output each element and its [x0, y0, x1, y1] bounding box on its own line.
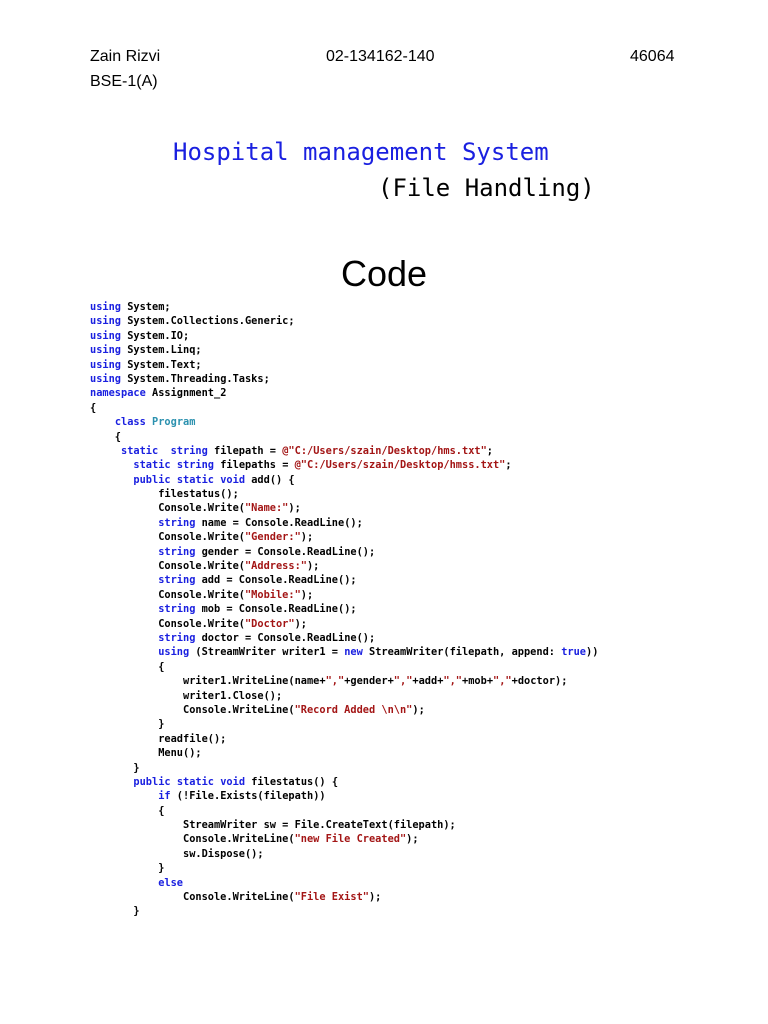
- code-line: [90, 588, 598, 602]
- code-token: +add+: [412, 675, 444, 688]
- code-token: );: [288, 502, 301, 515]
- code-token: readfile();: [90, 732, 227, 745]
- code-line: [90, 314, 598, 328]
- code-line: [90, 545, 598, 559]
- code-token: @"C:/Users/szain/Desktop/hms.txt": [282, 444, 487, 457]
- code-token: string: [158, 516, 196, 529]
- code-token: Console.WriteLine(: [90, 703, 295, 716]
- code-token: "Name:": [244, 502, 289, 515]
- code-line: [90, 761, 598, 775]
- code-token: using: [90, 315, 121, 328]
- code-token: "Address:": [244, 560, 307, 573]
- code-token: System.Threading.Tasks;: [121, 372, 270, 385]
- code-token: string: [158, 545, 196, 558]
- code-line: [90, 890, 598, 904]
- code-token: [90, 877, 158, 889]
- code-token: static: [176, 473, 215, 486]
- code-token: }: [90, 761, 140, 774]
- code-token: [90, 459, 133, 471]
- code-line: [90, 516, 598, 530]
- code-token: gender = Console.ReadLine();: [195, 545, 376, 558]
- code-line: [90, 329, 598, 343]
- code-token: string: [176, 459, 215, 472]
- code-line: [90, 904, 598, 918]
- code-token: );: [412, 703, 425, 716]
- code-line: [90, 703, 598, 717]
- code-token: [90, 416, 115, 428]
- code-line: [90, 559, 598, 573]
- code-line: [90, 573, 598, 587]
- code-token: [90, 474, 133, 486]
- code-token: void: [220, 775, 246, 788]
- code-line: [90, 861, 598, 875]
- code-token: @"C:/Users/szain/Desktop/hmss.txt": [294, 459, 506, 472]
- code-token: (!File.Exists(filepath)): [170, 790, 326, 803]
- code-token: "new File Created": [294, 833, 407, 846]
- code-line: [90, 660, 598, 674]
- author-name: Zain Rizvi: [90, 48, 161, 65]
- code-token: using: [158, 646, 190, 659]
- code-line: [90, 415, 598, 429]
- code-number: 46064: [630, 48, 675, 65]
- code-line: [90, 631, 598, 645]
- code-token: using: [90, 344, 121, 357]
- code-token: "Record Added \n\n": [294, 703, 413, 716]
- code-line: [90, 804, 598, 818]
- code-token: class: [114, 416, 146, 429]
- code-token: }: [90, 862, 165, 875]
- code-token: filepaths =: [214, 459, 295, 472]
- code-token: "File Exist": [294, 891, 369, 904]
- code-line: [90, 732, 598, 746]
- code-line: [90, 832, 598, 846]
- code-token: string: [158, 631, 196, 644]
- code-token: Console.Write(: [90, 617, 245, 630]
- code-token: ;: [486, 444, 493, 457]
- code-line: [90, 847, 598, 861]
- code-token: ;: [505, 459, 512, 472]
- document-title: Hospital management System: [173, 138, 549, 166]
- code-token: "Gender:": [244, 531, 301, 544]
- code-token: doctor = Console.ReadLine();: [195, 631, 376, 644]
- code-token: Program: [152, 416, 196, 429]
- code-line: [90, 602, 598, 616]
- code-token: [158, 445, 170, 457]
- code-token: [90, 632, 158, 644]
- code-token: System.Text;: [121, 358, 202, 371]
- code-line: [90, 458, 598, 472]
- code-line: [90, 401, 598, 415]
- code-line: [90, 775, 598, 789]
- code-token: );: [294, 617, 307, 630]
- code-token: string: [170, 444, 208, 457]
- code-token: static: [133, 459, 171, 472]
- code-token: {: [90, 430, 121, 443]
- code-token: Console.WriteLine(: [90, 891, 295, 904]
- code-line: [90, 674, 598, 688]
- code-token: }: [90, 718, 165, 731]
- class-section: BSE-1(A): [90, 73, 158, 90]
- code-token: Console.WriteLine(: [90, 833, 295, 846]
- code-token: [90, 517, 158, 529]
- code-token: public: [133, 775, 171, 788]
- code-line: [90, 717, 598, 731]
- code-token: sw.Dispose();: [90, 847, 264, 860]
- code-token: ",": [493, 675, 512, 688]
- code-token: System.IO;: [121, 329, 190, 342]
- code-token: using: [90, 301, 121, 313]
- code-token: Menu();: [90, 747, 202, 760]
- code-line: [90, 487, 598, 501]
- code-token: static: [176, 775, 215, 788]
- code-token: [90, 445, 121, 457]
- code-token: +doctor);: [511, 675, 568, 688]
- code-token: string: [158, 574, 196, 587]
- code-token: public: [133, 473, 171, 486]
- code-token: {: [90, 660, 165, 673]
- code-token: StreamWriter sw = File.CreateText(filepath);: [90, 819, 456, 832]
- code-token: Console.Write(: [90, 588, 245, 601]
- code-token: [90, 776, 133, 788]
- code-token: [90, 574, 158, 586]
- code-token: );: [300, 588, 314, 601]
- code-token: Console.Write(: [90, 502, 245, 515]
- code-line: [90, 617, 598, 631]
- code-token: StreamWriter(filepath, append:: [362, 646, 562, 659]
- code-token: ",": [325, 675, 345, 688]
- code-token: filepath =: [207, 444, 283, 457]
- code-line: [90, 473, 598, 487]
- code-token: [90, 603, 158, 615]
- code-token: void: [220, 473, 246, 486]
- code-line: [90, 358, 598, 372]
- code-token: using: [90, 372, 121, 385]
- code-line: [90, 300, 598, 314]
- code-token: Console.Write(: [90, 560, 245, 573]
- code-line: [90, 530, 598, 544]
- code-token: );: [368, 891, 382, 904]
- code-line: [90, 645, 598, 659]
- code-token: (StreamWriter writer1 =: [189, 646, 345, 659]
- code-token: {: [90, 804, 165, 817]
- code-token: );: [406, 833, 419, 846]
- code-line: [90, 746, 598, 760]
- code-token: add() {: [245, 473, 295, 486]
- code-token: filestatus();: [90, 488, 239, 501]
- code-token: mob = Console.ReadLine();: [195, 603, 357, 616]
- code-token: [90, 646, 158, 658]
- code-token: namespace: [90, 387, 146, 400]
- code-token: +mob+: [462, 675, 494, 688]
- code-token: System.Collections.Generic;: [121, 315, 295, 328]
- code-token: "Mobile:": [244, 588, 301, 601]
- code-token: {: [90, 401, 97, 414]
- code-line: [90, 501, 598, 515]
- code-line: [90, 343, 598, 357]
- code-token: [90, 790, 158, 802]
- code-token: new: [344, 646, 363, 659]
- code-token: "Doctor": [244, 617, 295, 630]
- code-line: [90, 430, 598, 444]
- code-token: static: [121, 444, 159, 457]
- code-token: System.Linq;: [121, 344, 202, 357]
- code-token: writer1.Close();: [90, 689, 283, 702]
- document-subtitle: (File Handling): [378, 174, 595, 202]
- code-line: [90, 789, 598, 803]
- code-token: true: [561, 646, 586, 659]
- code-token: using: [90, 358, 121, 371]
- code-line: [90, 876, 598, 890]
- code-token: System;: [121, 301, 171, 313]
- code-line: [90, 818, 598, 832]
- code-token: [90, 546, 158, 558]
- code-listing: [90, 300, 598, 919]
- code-token: Console.Write(: [90, 531, 245, 544]
- code-token: +gender+: [344, 675, 394, 688]
- code-token: ",": [443, 675, 463, 688]
- code-token: );: [306, 560, 320, 573]
- code-token: using: [90, 329, 121, 342]
- code-token: else: [158, 876, 184, 889]
- code-token: );: [300, 531, 314, 544]
- code-token: name = Console.ReadLine();: [195, 516, 363, 529]
- code-line: [90, 689, 598, 703]
- code-line: [90, 444, 598, 458]
- code-token: add = Console.ReadLine();: [195, 574, 357, 587]
- section-heading: Code: [340, 253, 428, 294]
- code-token: )): [586, 646, 599, 659]
- code-token: writer1.WriteLine(name+: [90, 675, 326, 688]
- code-token: Assignment_2: [145, 387, 227, 400]
- code-line: [90, 372, 598, 386]
- student-id: 02-134162-140: [326, 48, 435, 65]
- code-line: [90, 386, 598, 400]
- code-token: string: [158, 603, 196, 616]
- code-token: ",": [393, 675, 413, 688]
- code-token: if: [158, 790, 171, 803]
- code-token: }: [90, 905, 140, 918]
- code-token: filestatus() {: [245, 775, 339, 788]
